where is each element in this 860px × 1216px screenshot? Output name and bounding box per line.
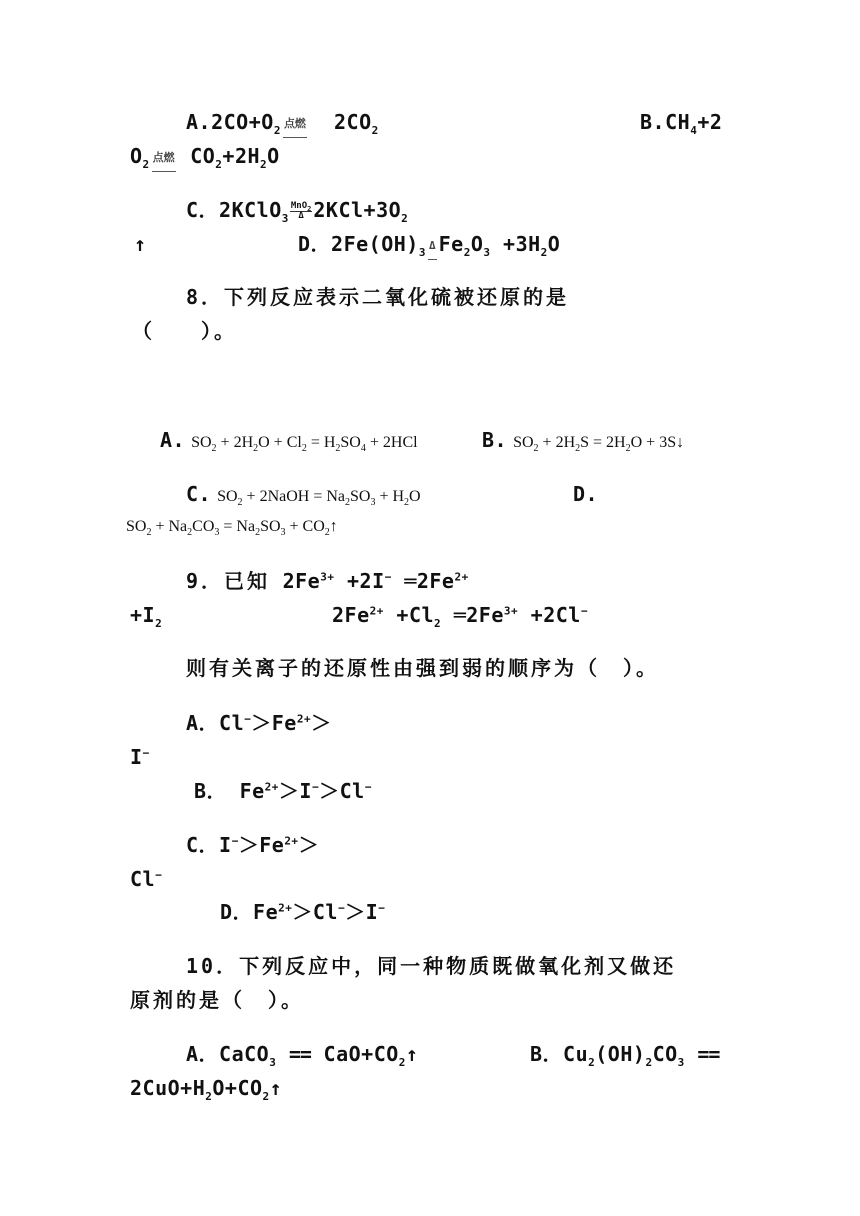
- q8-option-c: C. $SO_2$ + 2NaOH = $Na_2SO_3 + H_2O$: [186, 482, 421, 509]
- q9-option-d: D．$Fe^{2+}>Cl^->I^-$: [220, 900, 386, 924]
- q9-option-a-cont: I−: [130, 745, 150, 769]
- up-arrow-icon: ↑: [269, 1076, 283, 1100]
- up-arrow-icon: ↑: [134, 232, 147, 256]
- q9-option-b: B． $Fe^{2+}>I^->Cl^-$: [194, 779, 372, 803]
- q10-option-b-cont: $2CuO+H_2O+CO_2↑$: [130, 1076, 283, 1103]
- q10-stem-line-2: 原剂的是（ ）。: [130, 988, 304, 1012]
- q8-stem: 8．下列反应表示二氧化硫被还原的是: [186, 285, 570, 309]
- q9-stem-cont: $+I_2$: [130, 603, 163, 630]
- q8-option-c-label: C.: [186, 482, 212, 506]
- q8-option-b: B. $SO_2 + 2H_2S = 2H_2O$ + 3S↓: [482, 428, 685, 455]
- q7-option-a-label: A.: [186, 110, 212, 134]
- q10-option-a: A．CaCO$_3$ == $CaO+CO_2↑$: [186, 1042, 419, 1069]
- q8-option-a-label: A.: [160, 428, 186, 452]
- q10-stem-line-1: 10．下列反应中，同一种物质既做氧化剂又做还: [186, 954, 677, 978]
- q9-option-b-label: B．: [194, 779, 228, 803]
- q8-option-d-label: D.: [573, 482, 599, 506]
- q7-heat-condition: Δ: [428, 233, 437, 260]
- q7-option-c: C．2KClO$_3$ MnO$_2$ Δ $2KCl+3O_2$: [186, 198, 409, 225]
- q10-option-b: B．$Cu_2(OH)_2CO_3$ ==: [530, 1042, 720, 1069]
- q9-option-c-cont: Cl−: [130, 867, 163, 891]
- q9-option-c: C．$I^->Fe^{2+}>$: [186, 833, 320, 857]
- q8-answer-blank: （ ）。: [132, 319, 237, 343]
- q7-catalyst-condition: MnO$_2$ Δ: [290, 201, 312, 221]
- q9-stem-reaction-2: $2Fe^{2+} +Cl_2$ $═2Fe^{3+} +2Cl^-$: [332, 603, 588, 630]
- q7-option-c-gas-arrow: [134, 231, 147, 257]
- q8-option-d: $SO_2 + Na_2CO_3 = Na_2SO_3$ + $CO_2↑$: [126, 518, 338, 539]
- q9-question: 则有关离子的还原性由强到弱的顺序为（ ）。: [186, 656, 659, 680]
- q7-option-b-label: B.: [640, 110, 666, 134]
- q7-option-d: D．$2Fe(OH)_3\Delta$ $Fe_2O_3 +3H_2O$: [298, 232, 561, 259]
- q9-option-a: A．$Cl^->Fe^{2+}>$: [186, 711, 332, 735]
- up-arrow-icon: ↑: [405, 1042, 419, 1066]
- q7-ignite-condition-b: 点燃: [152, 145, 176, 172]
- q7-option-b: $B.CH_4+2$: [640, 110, 723, 137]
- q10-option-b-label: B．: [530, 1042, 564, 1066]
- q9-stem-prefix: 9．已知: [186, 569, 271, 593]
- q8-option-a: A. $SO_2 + 2H_2O + Cl_2 = H_2SO_4 + 2HCl$: [160, 428, 418, 455]
- q10-option-a-label: A．: [186, 1042, 220, 1066]
- q9-option-c-label: C．: [186, 833, 220, 857]
- q9-stem: 9．已知 $2Fe^{3+} +2I^-$ $═2Fe^{2+}$: [186, 569, 469, 593]
- q7-option-a: $A.2CO+O_2$点燃 $2CO_2$: [186, 110, 379, 137]
- q7-ignite-condition: 点燃: [283, 111, 307, 138]
- q7-option-b-cont: $O_2$点燃 $CO_2+2H_2O$: [130, 144, 280, 171]
- q9-option-a-label: A．: [186, 711, 220, 735]
- q9-option-d-label: D．: [220, 900, 254, 924]
- q8-option-b-label: B.: [482, 428, 508, 452]
- q7-option-c-label: C．: [186, 198, 220, 222]
- q7-option-d-label: D．: [298, 232, 332, 256]
